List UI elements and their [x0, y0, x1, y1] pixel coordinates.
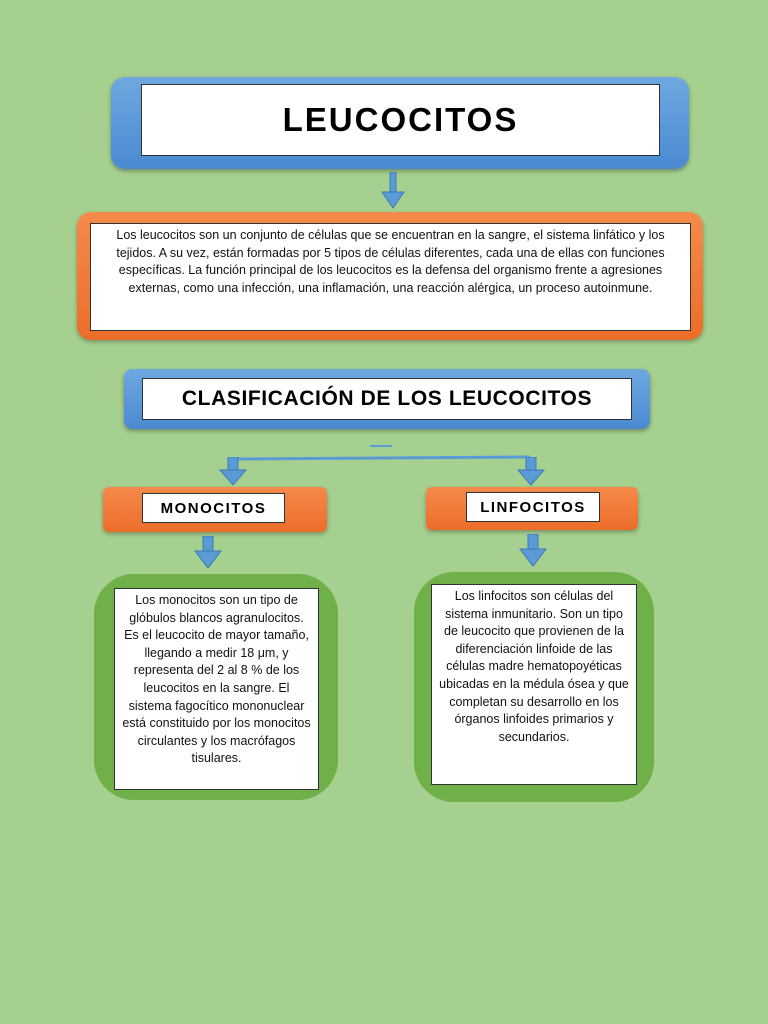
- arrow-down-icon: [194, 536, 222, 570]
- page-title: LEUCOCITOS: [141, 84, 660, 156]
- monocitos-panel: [103, 487, 327, 532]
- linfocitos-label: LINFOCITOS: [466, 492, 600, 522]
- classification-title: CLASIFICACIÓN DE LOS LEUCOCITOS: [142, 378, 632, 420]
- arrow-down-icon: [380, 172, 406, 210]
- arrow-down-icon: [517, 457, 545, 487]
- linfocitos-panel: [426, 487, 638, 530]
- arrow-down-icon: [219, 457, 247, 487]
- monocitos-description: Los monocitos son un tipo de glóbulos blancos agranulocitos. Es el leucocito de mayor tamaño, llegando a medir 18 μm, y representa del 2 al 8 % de los leucocitos en la sangre. El sistema fagocítico mononuclear está constituido por los monocitos circulantes y los macrófagos tisulares.: [114, 588, 319, 790]
- monocitos-label: MONOCITOS: [142, 493, 285, 523]
- monocitos-description-panel: [94, 574, 338, 800]
- title-panel: [111, 77, 689, 169]
- intro-text: Los leucocitos son un conjunto de células que se encuentran en la sangre, el sistema linfático y los tejidos. A su vez, están formadas por 5 tipos de células diferentes, cada una de ellas con funciones específicas. La función principal de los leucocitos es la defensa del organismo frente a agresiones externas, como una infección, una inflamación, una reacción alérgica, un proceso autoinmune.: [90, 223, 691, 331]
- classification-panel: [124, 369, 650, 429]
- arrow-down-icon: [519, 534, 547, 568]
- linfocitos-description: Los linfocitos son células del sistema inmunitario. Son un tipo de leucocito que provienen de la diferenciación linfoide de las células madre hematopoyéticas ubicadas en la médula ósea y que completan su desarrollo en los órganos linfoides primarios y secundarios.: [431, 584, 637, 785]
- intro-panel: [77, 212, 703, 340]
- linfocitos-description-panel: [414, 572, 654, 802]
- branch-connector: [0, 440, 768, 490]
